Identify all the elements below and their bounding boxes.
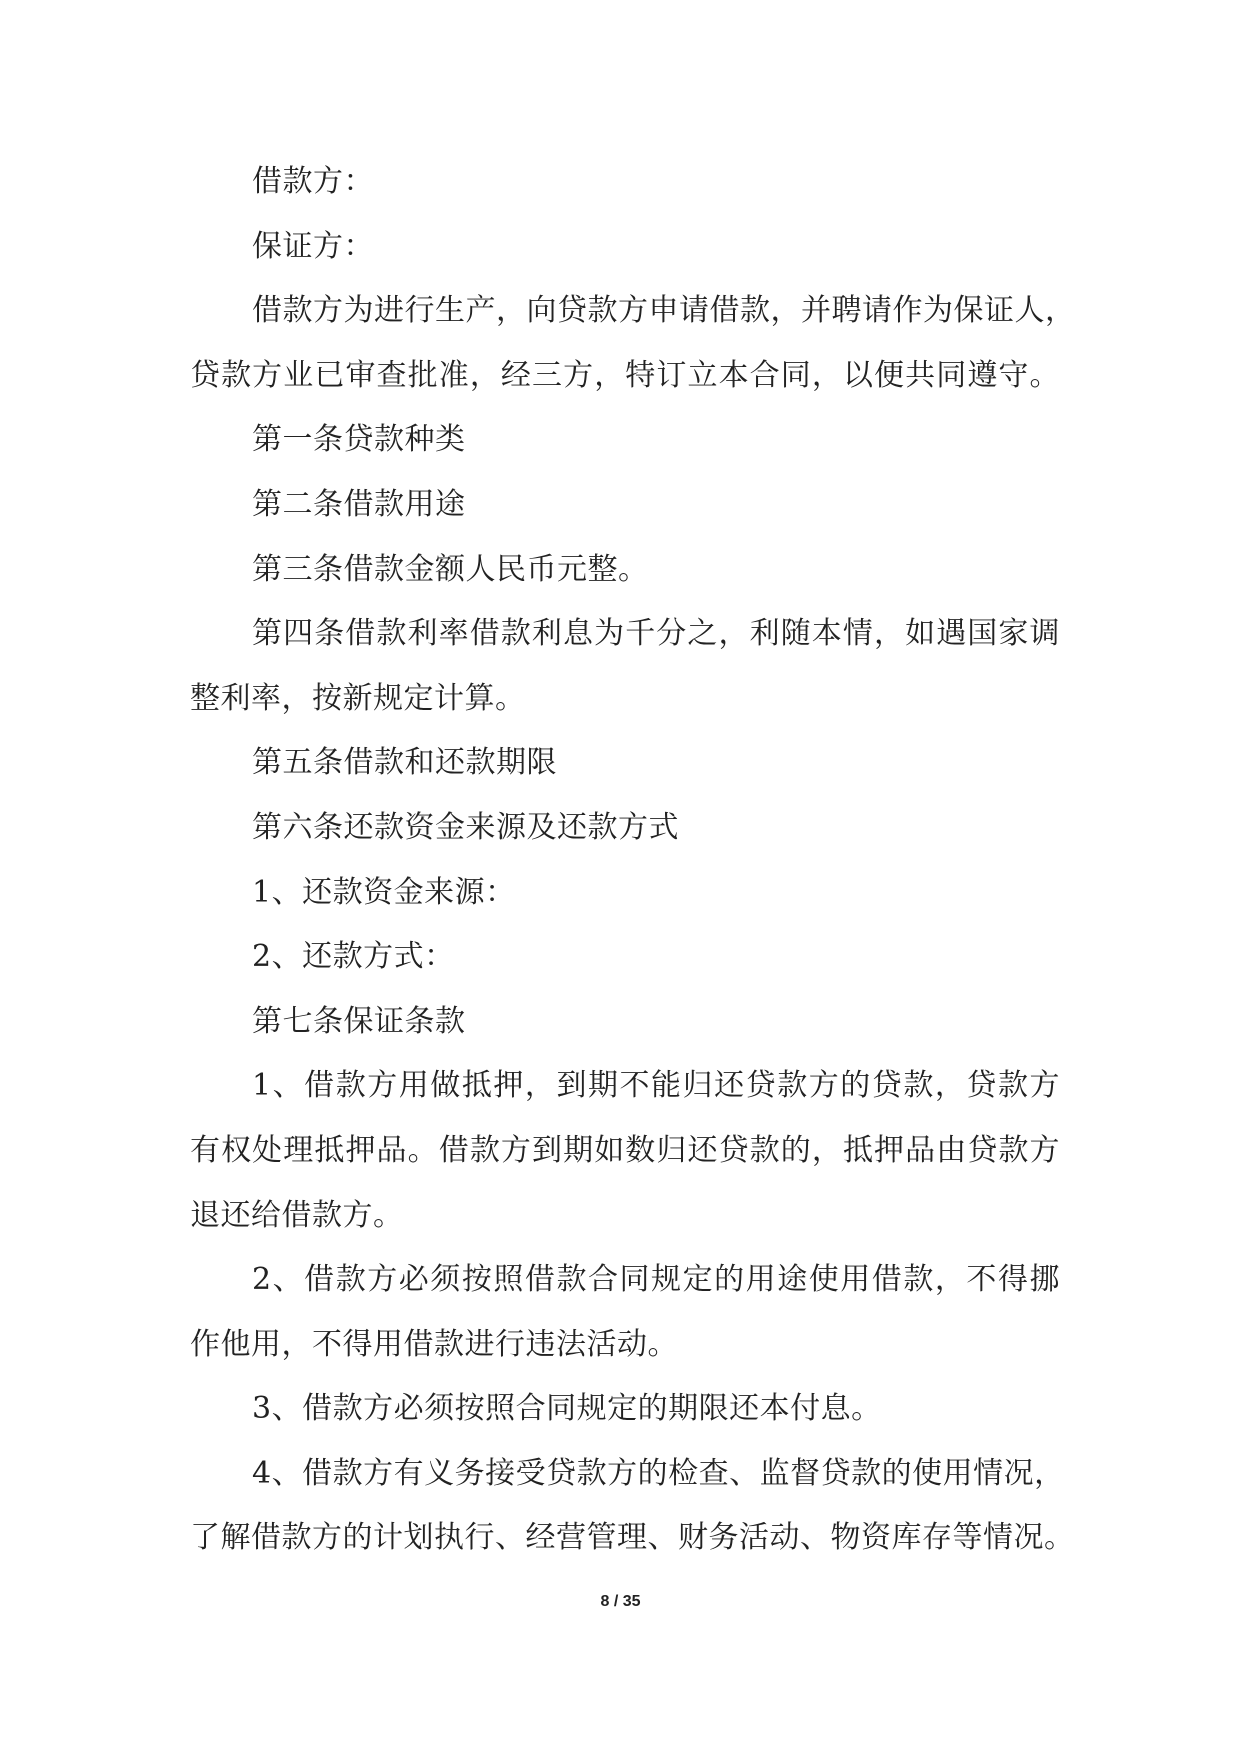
article-7-item-2-line-1: 2、借款方必须按照借款合同规定的用途使用借款，不得挪 [252,1262,1060,1298]
article-1-heading: 第一条贷款种类 [252,422,466,458]
article-7-item-1-line-3: 退还给借款方。 [190,1197,404,1233]
preamble-line-2: 贷款方业已审查批准，经三方，特订立本合同，以便共同遵守。 [190,357,1060,393]
article-7-heading: 第七条保证条款 [252,1003,466,1039]
guarantor-line: 保证方： [252,228,374,264]
document-body [190,150,1076,1571]
borrower-line: 借款方： [252,164,374,199]
article-6-heading: 第六条还款资金来源及还款方式 [252,809,679,845]
article-4-line-1: 第四条借款利率借款利息为千分之，利随本情，如遇国家调 [252,616,1060,652]
article-6-item-1: 1、还款资金来源： [252,874,516,910]
article-6-item-2: 2、还款方式： [252,939,455,975]
article-3-heading: 第三条借款金额人民币元整。 [252,551,649,587]
article-7-item-4-line-1: 4、借款方有义务接受贷款方的检查、监督贷款的使用情况， [252,1455,1065,1491]
article-5-heading: 第五条借款和还款期限 [252,745,557,781]
article-7-item-2-line-2: 作他用，不得用借款进行违法活动。 [190,1326,678,1362]
article-7-item-1-line-1: 1、借款方用做抵押，到期不能归还贷款方的贷款，贷款方 [252,1068,1060,1104]
article-7-item-3: 3、借款方必须按照合同规定的期限还本付息。 [252,1391,882,1427]
preamble-line-1: 借款方为进行生产，向贷款方申请借款，并聘请作为保证人， [252,293,1076,329]
article-7-item-4-line-2: 了解借款方的计划执行、经营管理、财务活动、物资库存等情况。 [190,1520,1075,1556]
article-4-line-2: 整利率，按新规定计算。 [190,680,526,716]
article-7-item-1-line-2: 有权处理抵押品。借款方到期如数归还贷款的，抵押品由贷款方 [190,1132,1060,1168]
article-2-heading: 第二条借款用途 [252,486,466,522]
page-number: 8 / 35 [600,1593,641,1610]
